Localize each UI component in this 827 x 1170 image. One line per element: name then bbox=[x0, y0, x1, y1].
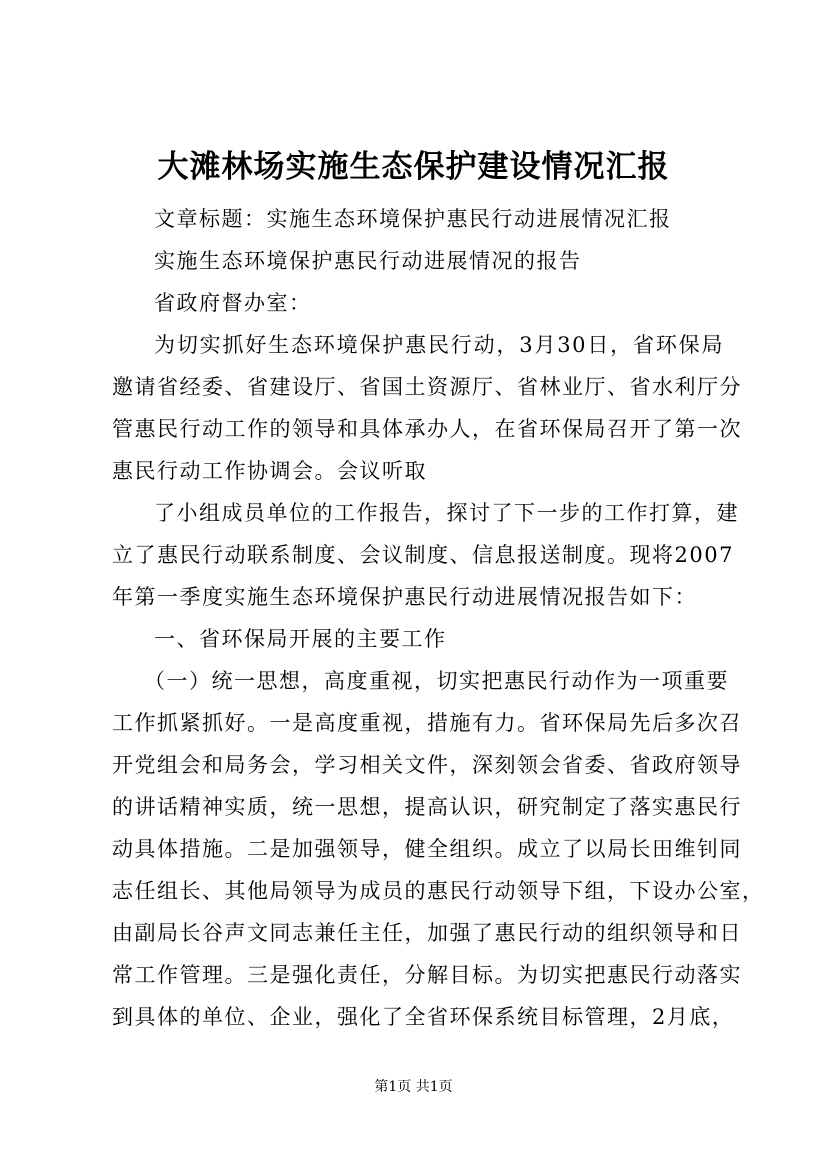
paragraph-line: 年第一季度实施生态环境保护惠民行动进展情况报告如下： bbox=[112, 585, 697, 609]
paragraph-line: 惠民行动工作协调会。会议听取 bbox=[112, 459, 427, 483]
document-title: 大滩林场实施生态保护建设情况汇报 bbox=[157, 149, 670, 185]
paragraph-line: 开党组会和局务会，学习相关文件，深刻领会省委、省政府领导 bbox=[112, 753, 742, 777]
paragraph-line: 管惠民行动工作的领导和具体承办人，在省环保局召开了第一次 bbox=[112, 417, 742, 441]
paragraph-line: 了小组成员单位的工作报告，探讨了下一步的工作打算，建 bbox=[154, 501, 739, 525]
paragraph-line: 由副局长谷声文同志兼任主任，加强了惠民行动的组织领导和日 bbox=[112, 921, 742, 945]
paragraph-line: 到具体的单位、企业，强化了全省环保系统目标管理，2月底， bbox=[112, 1005, 735, 1029]
paragraph-line: 的讲话精神实质，统一思想，提高认识，研究制定了落实惠民行 bbox=[112, 795, 742, 819]
report-heading-line: 实施生态环境保护惠民行动进展情况的报告 bbox=[154, 249, 582, 273]
paragraph-line: 动具体措施。二是加强领导，健全组织。成立了以局长田维钊同 bbox=[112, 837, 742, 861]
paragraph-line: 工作抓紧抓好。一是高度重视，措施有力。省环保局先后多次召 bbox=[112, 711, 742, 735]
paragraph-line: （一）统一思想，高度重视，切实把惠民行动作为一项重要 bbox=[144, 669, 729, 693]
paragraph-line: 邀请省经委、省建设厅、省国土资源厅、省林业厅、省水利厅分 bbox=[112, 375, 742, 399]
recipient-line: 省政府督办室： bbox=[154, 291, 312, 315]
paragraph-line: 为切实抓好生态环境保护惠民行动，3月30日，省环保局 bbox=[154, 333, 724, 357]
article-title-line: 文章标题：实施生态环境保护惠民行动进展情况汇报 bbox=[154, 207, 672, 231]
paragraph-line: 常工作管理。三是强化责任，分解目标。为切实把惠民行动落实 bbox=[112, 963, 742, 987]
paragraph-line: 立了惠民行动联系制度、会议制度、信息报送制度。现将2007 bbox=[112, 543, 734, 567]
paragraph-line: 志任组长、其他局领导为成员的惠民行动领导下组，下设办公室， bbox=[112, 879, 765, 903]
page-number-footer: 第1页 共1页 bbox=[374, 1079, 453, 1095]
section-heading: 一、省环保局开展的主要工作 bbox=[154, 627, 447, 651]
